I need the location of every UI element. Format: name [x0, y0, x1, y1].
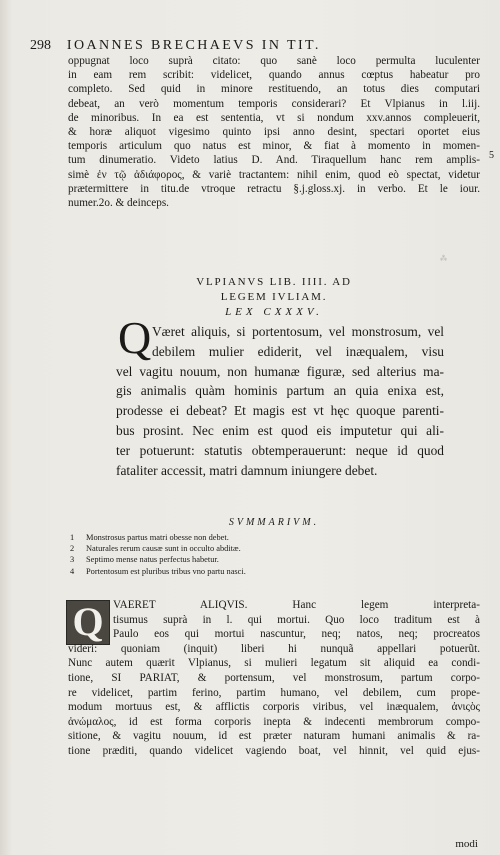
commentary-line: re videlicet, partim ferino, partim humano, vel debilem, cum prope- — [68, 686, 480, 699]
summary-item-text: Monstrosus partus matri obesse non debet. — [86, 533, 229, 542]
summary-item — [70, 566, 390, 577]
text-line: prætermittere in titu.de vtroque retractu §.j.gloss.xj. in verbo. Et le iour. — [68, 182, 480, 195]
text-line: completo. Sed quid in minore restituendo, an totus dies computari — [68, 83, 480, 96]
paragraph-opening — [68, 54, 480, 210]
text-line: de minoribus. In ea est sententia, vt si nondum xxv.annos compleuerit, — [68, 111, 480, 124]
summary-item-number: 3 — [70, 555, 75, 565]
law-line: debilem mulier ediderit, vel inæqualem, visu — [152, 343, 444, 359]
summary-item — [70, 543, 390, 554]
law-line: vel vagitu nouum, non humanæ figuræ, sed alterius ma- — [116, 363, 444, 379]
margin-note: 5 — [489, 150, 494, 161]
law-line: gis animalis quàm hominis partum an quia enixa est, — [116, 383, 444, 399]
commentary-line: Paulo eos qui mortui nascuntur, neq; natos, neq; procreatos — [113, 628, 480, 641]
commentary-line: modum mortuus est, & afflictis corporis viribus, vel inæqualem, ἀνιςὸς — [68, 701, 480, 714]
catchword: modi — [455, 838, 478, 850]
summary-item-text: Naturales rerum causæ sunt in occulto abditæ. — [86, 544, 241, 554]
text-line: debeat, an verò momentum temporis considerari? Et Vlpianus in l.iij. — [68, 97, 480, 110]
summary-item — [70, 532, 390, 543]
commentary-line: tione, SI PARIAT, & portensum, vel monstrosum, partum corpo- — [68, 671, 480, 684]
summary-item-text: Septimo mense natus perfectus habetur. — [86, 555, 219, 565]
law-line: ter potuerunt: statutis obtemperauerunt: neque id quod — [116, 442, 444, 458]
summary-list — [70, 532, 390, 577]
lex-number: LEX CXXXV. — [225, 306, 323, 318]
commentary-line: ἀνώμαλος, id est forma corporis inepta & indecenti membrorum compo- — [68, 715, 480, 728]
commentary-line: VAERET ALIQVIS. Hanc legem interpreta- — [113, 599, 480, 611]
text-line: in eam rem scribit: videlicet, quando annus cœptus habeatur pro — [68, 69, 480, 82]
page-number: 298 — [30, 38, 51, 53]
summary-item — [70, 554, 390, 565]
law-line: Været aliquis, si portentosum, vel monstrosum, vel — [152, 324, 444, 339]
text-line: numer.2o. & deinceps. — [68, 197, 169, 210]
law-text — [116, 322, 444, 480]
summary-item-number: 1 — [70, 533, 75, 542]
law-line: fataliter accessit, matri damnum iniungere debet. — [116, 462, 378, 478]
text-line: tum dinumeratio. Videto latius D. And. Tiraquellum hanc rem amplis- — [68, 154, 480, 167]
law-line: bus prosint. Nec enim est quod eis imputetur qui ali- — [116, 422, 444, 438]
commentary-line: Nunc autem quærit Vlpianus, si mulieri legatum sit aliquid ea condi- — [68, 657, 480, 670]
running-title: IOANNES BRECHAEVS IN TIT. — [66, 38, 321, 53]
text-line: oppugnat loco suprà citato: quo sanè loco permulta luculenter — [68, 55, 480, 67]
commentary-line: tione præditi, quando videlicet vagiendo boat, vel hinnit, vel quid ejus- — [68, 744, 480, 757]
law-line: prodesse ei debeat? Et magis est vt hęc quoque parenti- — [116, 403, 444, 419]
summary-title: SVMMARIVM. — [228, 517, 320, 528]
law-dropcap: Q — [118, 312, 152, 363]
section-heading-line: VLPIANVS LIB. IIII. AD — [196, 276, 352, 288]
commentary-line: sitione, & vagitu nouum, id est præter naturam humani animalis & ra- — [68, 730, 480, 743]
section-heading-line: LEGEM IVLIAM. — [220, 291, 328, 303]
running-header — [30, 38, 475, 54]
summary-item-number: 2 — [70, 544, 75, 554]
text-line: & horæ aliquot vigesimo quinto ipsi anno desint, spectari oportet eius — [68, 126, 480, 139]
summary-item-text: Portentosum est pluribus tribus vno partu nasci. — [86, 566, 246, 576]
text-line: simè ἐν τῷ ἀδιάφορος, & variè tractantem: nihil enim, quod eò spectat, videtur — [68, 168, 480, 181]
commentary-line: videri: quoniam (inquit) liberi hi nunquã appellari potuerũt. — [68, 642, 480, 655]
summary-item-number: 4 — [70, 566, 75, 576]
ornamental-dropcap: Q — [66, 600, 110, 645]
commentary-text — [68, 598, 480, 759]
bleed-through-text: ⁂ — [440, 255, 447, 263]
commentary-line: tisumus suprà in l. qui mortui. Quo loco traditum est à — [113, 613, 480, 626]
text-line: temporis articulum quo natus est minor, & fiat à momento in momen- — [68, 140, 480, 153]
